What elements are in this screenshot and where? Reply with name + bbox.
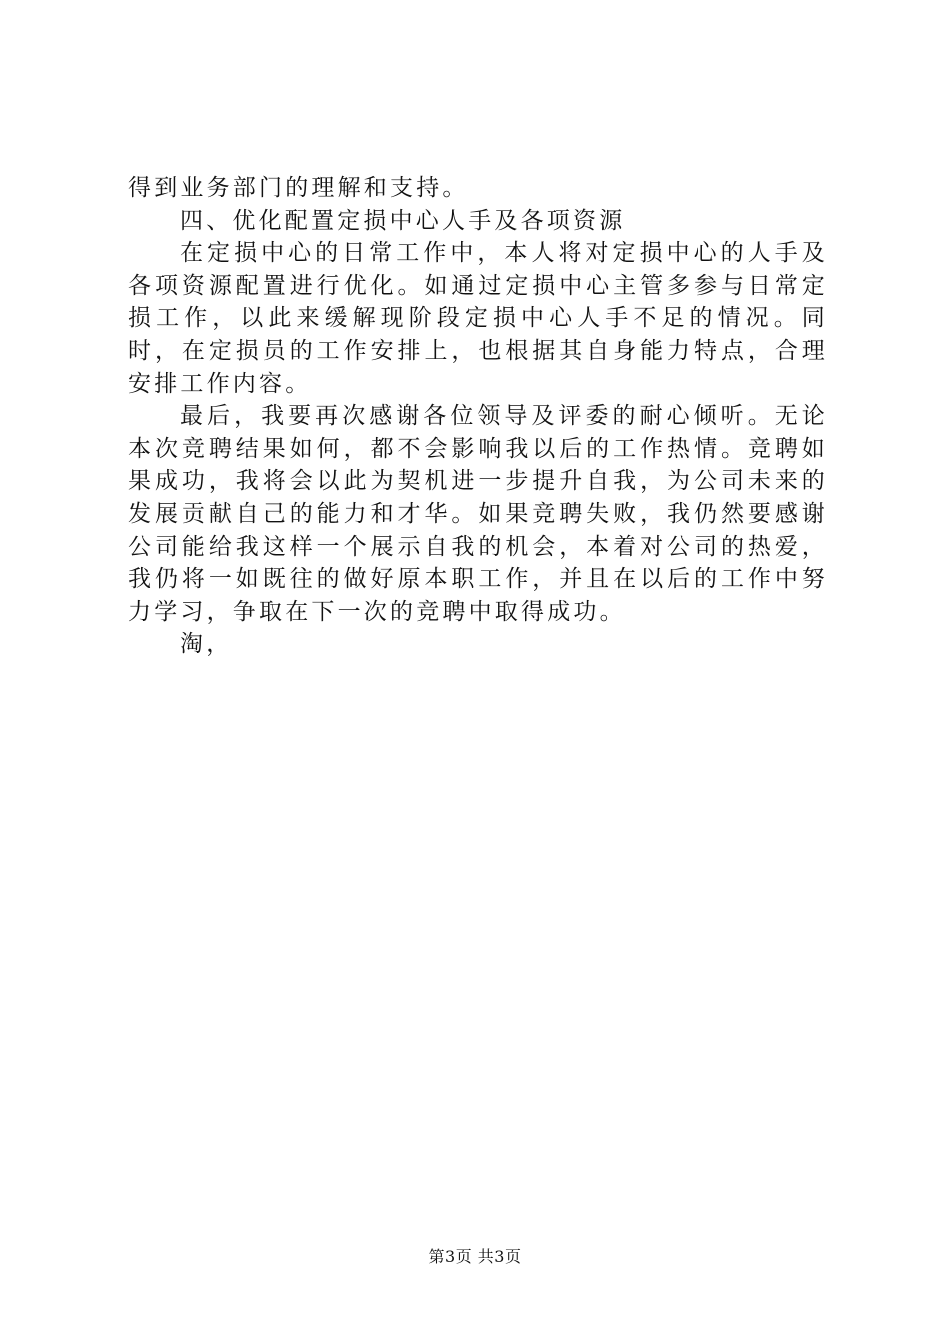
document-body <box>128 172 828 661</box>
paragraph-trailing-fragment: 淘， <box>180 631 233 658</box>
page-number-footer: 第3页 共3页 <box>428 1247 522 1266</box>
paragraph-continuation: 得到业务部门的理解和支持。 <box>128 175 469 201</box>
paragraph-closing-remarks: 最后，我要再次感谢各位领导及评委的耐心倾听。无论本次竞聘结果如何，都不会影响我以后的工作热情。竞聘如果成功，我将会以此为契机进一步提升自我，为公司未来的发展贡献自己的能力和才华。如果竞聘失败，我仍然要感谢公司能给我这样一个展示自我的机会，本着对公司的热爱，我仍将一如既往的做好原本职工作，并且在以后的工作中努力学习，争取在下一次的竞聘中取得成功。 <box>128 403 828 625</box>
section-heading: 四、优化配置定损中心人手及各项资源 <box>180 207 626 234</box>
paragraph-resource-optimization: 在定损中心的日常工作中，本人将对定损中心的人手及各项资源配置进行优化。如通过定损中心主管多参与日常定损工作，以此来缓解现阶段定损中心人手不足的情况。同时，在定损员的工作安排上，也根据其自身能力特点，合理安排工作内容。 <box>128 240 828 397</box>
